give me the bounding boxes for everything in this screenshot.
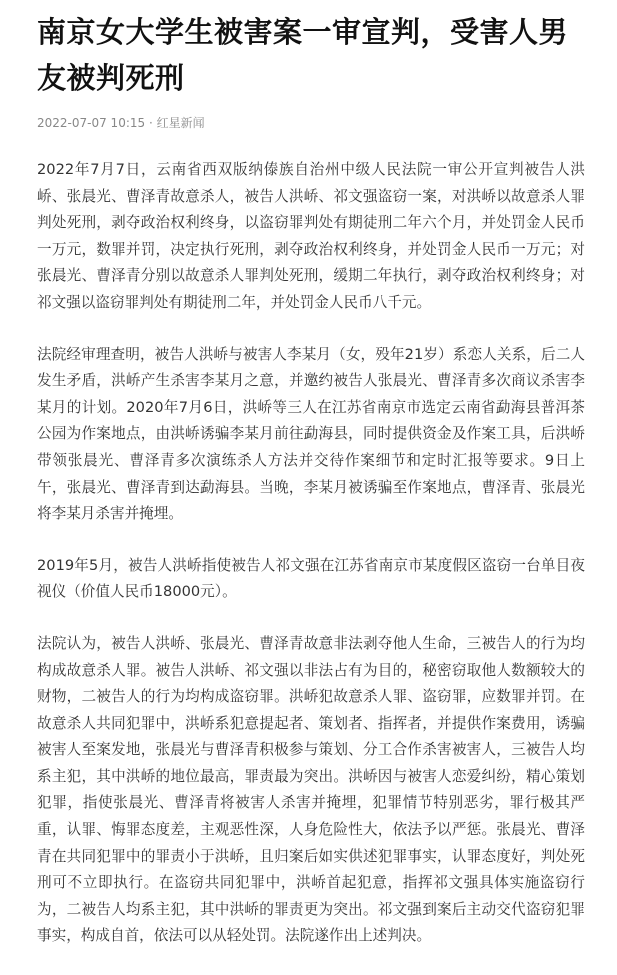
article-meta: [37, 115, 585, 131]
paragraph-theft: 2019年5月，被告人洪峤指使被告人祁文强在江苏省南京市某度假区盗窃一台单目夜视仪（价值人民币18000元）。: [37, 556, 585, 601]
article-body: [37, 157, 585, 950]
article-title: 南京女大学生被害案一审宣判，受害人男友被判死刑: [37, 15, 569, 95]
paragraph-verdict: 2022年7月7日，云南省西双版纳傣族自治州中级人民法院一审公开宣判被告人洪峤、张晨光、曹泽青故意杀人，被告人洪峤、祁文强盗窃一案，对洪峤以故意杀人罪判处死刑，剥夺政治权利终身，以盗窃罪判处有期徒刑二年六个月，并处罚金人民币一万元，数罪并罚，决定执行死刑，剥夺政治权利终身，并处罚金人民币一万元；对张晨光、曹泽青分别以故意杀人罪判处死刑，缓期二年执行，剥夺政治权利终身；对祁文强以盗窃罪判处有期徒刑二年，并处罚金人民币八千元。: [37, 161, 585, 311]
paragraph-court-opinion: 法院认为，被告人洪峤、张晨光、曹泽青故意非法剥夺他人生命，三被告人的行为均构成故意杀人罪。被告人洪峤、祁文强以非法占有为目的，秘密窃取他人数额较大的财物，二被告人的行为均构成盗窃罪。洪峤犯故意杀人罪、盗窃罪，应数罪并罚。在故意杀人共同犯罪中，洪峤系犯意提起者、策划者、指挥者，并提供作案费用，诱骗被害人至案发地，张晨光与曹泽青积极参与策划、分工合作杀害被害人，三被告人均系主犯，其中洪峤的地位最高，罪责最为突出。洪峤因与被害人恋爱纠纷，精心策划犯罪，指使张晨光、曹泽青将被害人杀害并掩埋，犯罪情节特别恶劣，罪行极其严重，认罪、悔罪态度差，主观恶性深，人身危险性大，依法予以严惩。张晨光、曹泽青在共同犯罪中的罪责小于洪峤，且归案后如实供述犯罪事实，认罪态度好，判处死刑可不立即执行。在盗窃共同犯罪中，洪峤首起犯意，指挥祁文强具体实施盗窃行为，二被告人均系主犯，其中洪峤的罪责更为突出。祁文强到案后主动交代盗窃犯罪事实，构成自首，依法可以从轻处罚。法院遂作出上述判决。: [37, 634, 585, 945]
source-name[interactable]: 红星新闻: [156, 116, 205, 130]
meta-separator: ·: [145, 116, 157, 130]
paragraph-facts: 法院经审理查明，被告人洪峤与被害人李某月（女，殁年21岁）系恋人关系，后二人发生矛盾，洪峤产生杀害李某月之意，并邀约被告人张晨光、曹泽青多次商议杀害李某月的计划。2020年7月6日，洪峤等三人在江苏省南京市选定云南省勐海县普洱茶公园为作案地点，由洪峤诱骗李某月前往勐海县，同时提供资金及作案工具，后洪峤带领张晨光、曹泽青多次演练杀人方法并交待作案细节和定时汇报等要求。9日上午，张晨光、曹泽青到达勐海县。当晚，李某月被诱骗至作案地点，曹泽青、张晨光将李某月杀害并掩埋。: [37, 345, 585, 523]
publish-datetime: 2022-07-07 10:15: [37, 116, 146, 130]
